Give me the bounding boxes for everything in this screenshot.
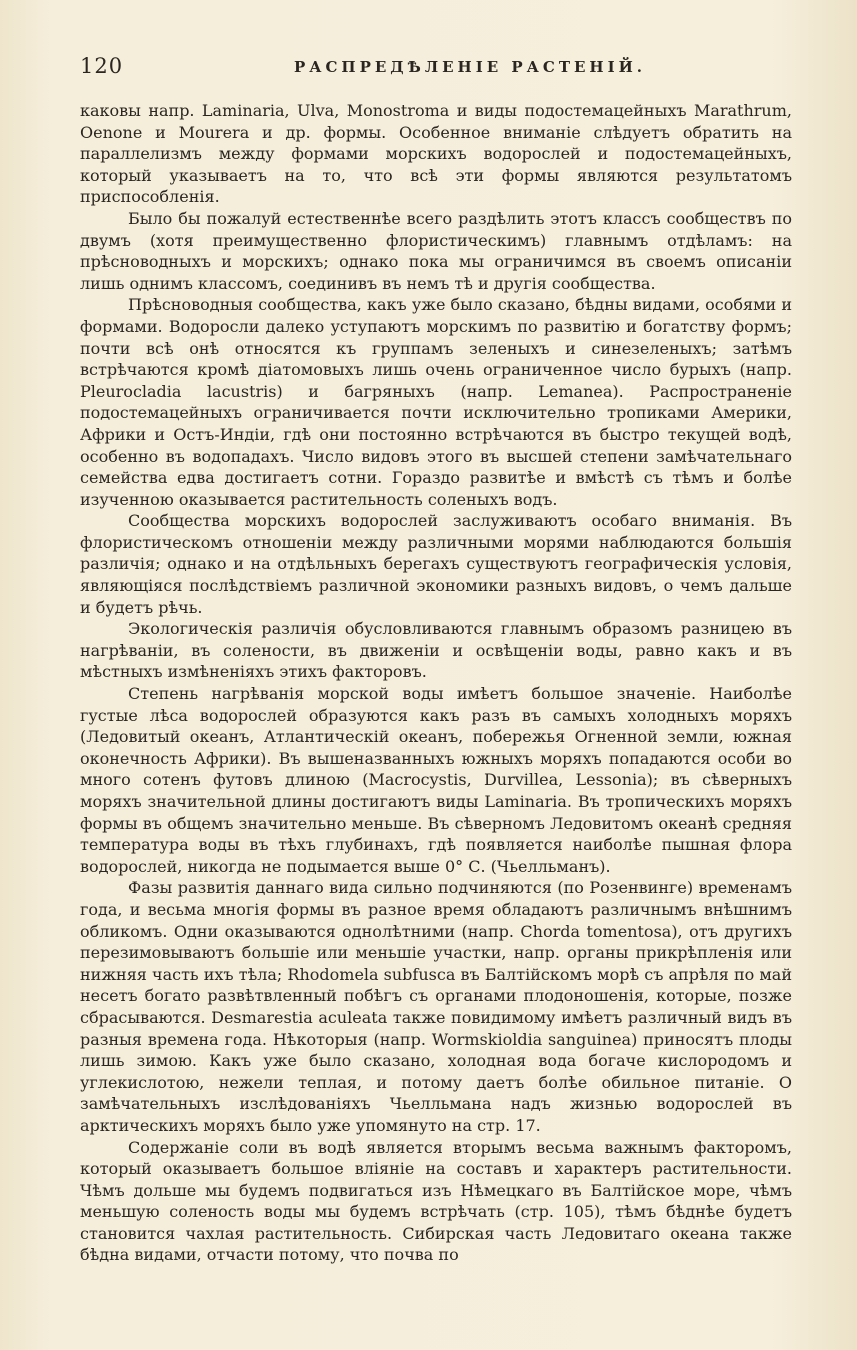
paragraph-4: Сообщества морскихъ водорослей заслуживаютъ особаго вниманія. Въ флористическомъ отношеніи между различными морями наблюдаются большія различія; однако и на отдѣльныхъ берегахъ существуютъ географическія условія, являющіяся послѣдствіемъ различной экономики разныхъ видовъ, о чемъ дальше и будетъ рѣчь. xyxy=(80,511,792,617)
paragraph-1: каковы напр. Laminaria, Ulva, Monostroma и виды подостемацейныхъ Marathrum, Oenone и Mourera и др. формы. Особенное вниманіе слѣдуетъ обратить на параллелизмъ между формами морскихъ водорослей и подостемацейныхъ, который указываетъ на то, что всѣ эти формы являются результатомъ приспособленія. xyxy=(80,101,792,207)
paragraph-5: Экологическія различія обусловливаются главнымъ образомъ разницею въ нагрѣваніи, въ солености, въ движеніи и освѣщеніи воды, равно какъ и въ мѣстныхъ измѣненіяхъ этихъ факторовъ. xyxy=(80,619,792,682)
paragraph-7: Фазы развитія даннаго вида сильно подчиняются (по Розенвинге) временамъ года, и весьма многія формы въ разное время обладаютъ различнымъ внѣшнимъ обликомъ. Одни оказываются однолѣтними (напр. Chorda tomentosa), отъ другихъ перезимовываютъ большіе или меньшіе участки, напр. органы прикрѣпленія или нижняя часть ихъ тѣла; Rhodomela subfusca въ Балтійскомъ морѣ съ апрѣля по май несетъ богато развѣтвленный побѣгъ съ органами плодоношенія, которые, позже сбрасываются. Desmarestia aculeata также повидимому имѣетъ различный видъ въ разныя времена года. Нѣкоторыя (напр. Wormskioldia sanguinea) приносятъ плоды лишь зимою. Какъ уже было сказано, холодная вода богаче кислородомъ и углекислотою, нежели теплая, и потому даетъ болѣе обильное питаніе. О замѣчательныхъ изслѣдованіяхъ Чьелльмана надъ жизнью водорослей въ арктическихъ моряхъ было уже упомянуто на стр. 17. xyxy=(80,878,792,1135)
paragraph-6: Степень нагрѣванія морской воды имѣетъ большое значеніе. Наиболѣе густые лѣса водорослей образуются какъ разъ въ самыхъ холодныхъ моряхъ (Ледовитый океанъ, Атлантическій океанъ, побережья Огненной земли, южная оконечность Африки). Въ вышеназванныхъ южныхъ моряхъ попадаются особи во много сотенъ футовъ длиною (Macrocystis, Durvillea, Lessonia); въ сѣверныхъ моряхъ значительной длины достигаютъ виды Laminaria. Въ тропическихъ моряхъ формы въ общемъ значительно меньше. Въ сѣверномъ Ледовитомъ океанѣ средняя температура воды въ тѣхъ глубинахъ, гдѣ появляется наиболѣе пышная флора водорослей, никогда не подымается выше 0° С. (Чьелльманъ). xyxy=(80,684,792,876)
page-number: 120 xyxy=(80,54,124,78)
running-title: РАСПРЕДѢЛЕНІЕ РАСТЕНІЙ. xyxy=(294,58,647,76)
paragraph-2: Было бы пожалуй естественнѣе всего раздѣлить этотъ классъ сообществъ по двумъ (хотя преимущественно флористическимъ) главнымъ отдѣламъ: на прѣсноводныхъ и морскихъ; однако пока мы ограничимся въ своемъ описаніи лишь однимъ классомъ, соединивъ въ немъ тѣ и другія сообщества. xyxy=(80,208,792,293)
page-header xyxy=(80,54,780,84)
paragraph-8: Содержаніе соли въ водѣ является вторымъ весьма важнымъ факторомъ, который оказываетъ большое вліяніе на составъ и характеръ растительности. Чѣмъ дольше мы будемъ подвигаться изъ Нѣмецкаго въ Балтійское море, чѣмъ меньшую соленость воды мы будемъ встрѣчать (стр. 105), тѣмъ бѣднѣе будетъ становится чахлая растительность. Сибирская часть Ледовитаго океана также бѣдна видами, отчасти потому, что почва по xyxy=(80,1137,792,1265)
paragraph-3: Прѣсноводныя сообщества, какъ уже было сказано, бѣдны видами, особями и формами. Водоросли далеко уступаютъ морскимъ по развитію и богатству формъ; почти всѣ онѣ относятся къ группамъ зеленыхъ и синезеленыхъ; затѣмъ встрѣчаются кромѣ діатомовыхъ лишь очень ограниченное число бурыхъ (напр. Pleurocladia lacustris) и багряныхъ (напр. Lemanea). Распространеніе подостемацейныхъ ограничивается почти исключительно тропиками Америки, Африки и Остъ-Индіи, гдѣ они постоянно встрѣчаются въ быстро текущей водѣ, особенно въ водопадахъ. Число видовъ этого въ высшей степени замѣчательнаго семейства едва достигаетъ сотни. Гораздо развитѣе и вмѣстѣ съ тѣмъ и болѣе изученною оказывается растительность соленыхъ водъ. xyxy=(80,295,792,509)
body-text xyxy=(80,100,792,1266)
